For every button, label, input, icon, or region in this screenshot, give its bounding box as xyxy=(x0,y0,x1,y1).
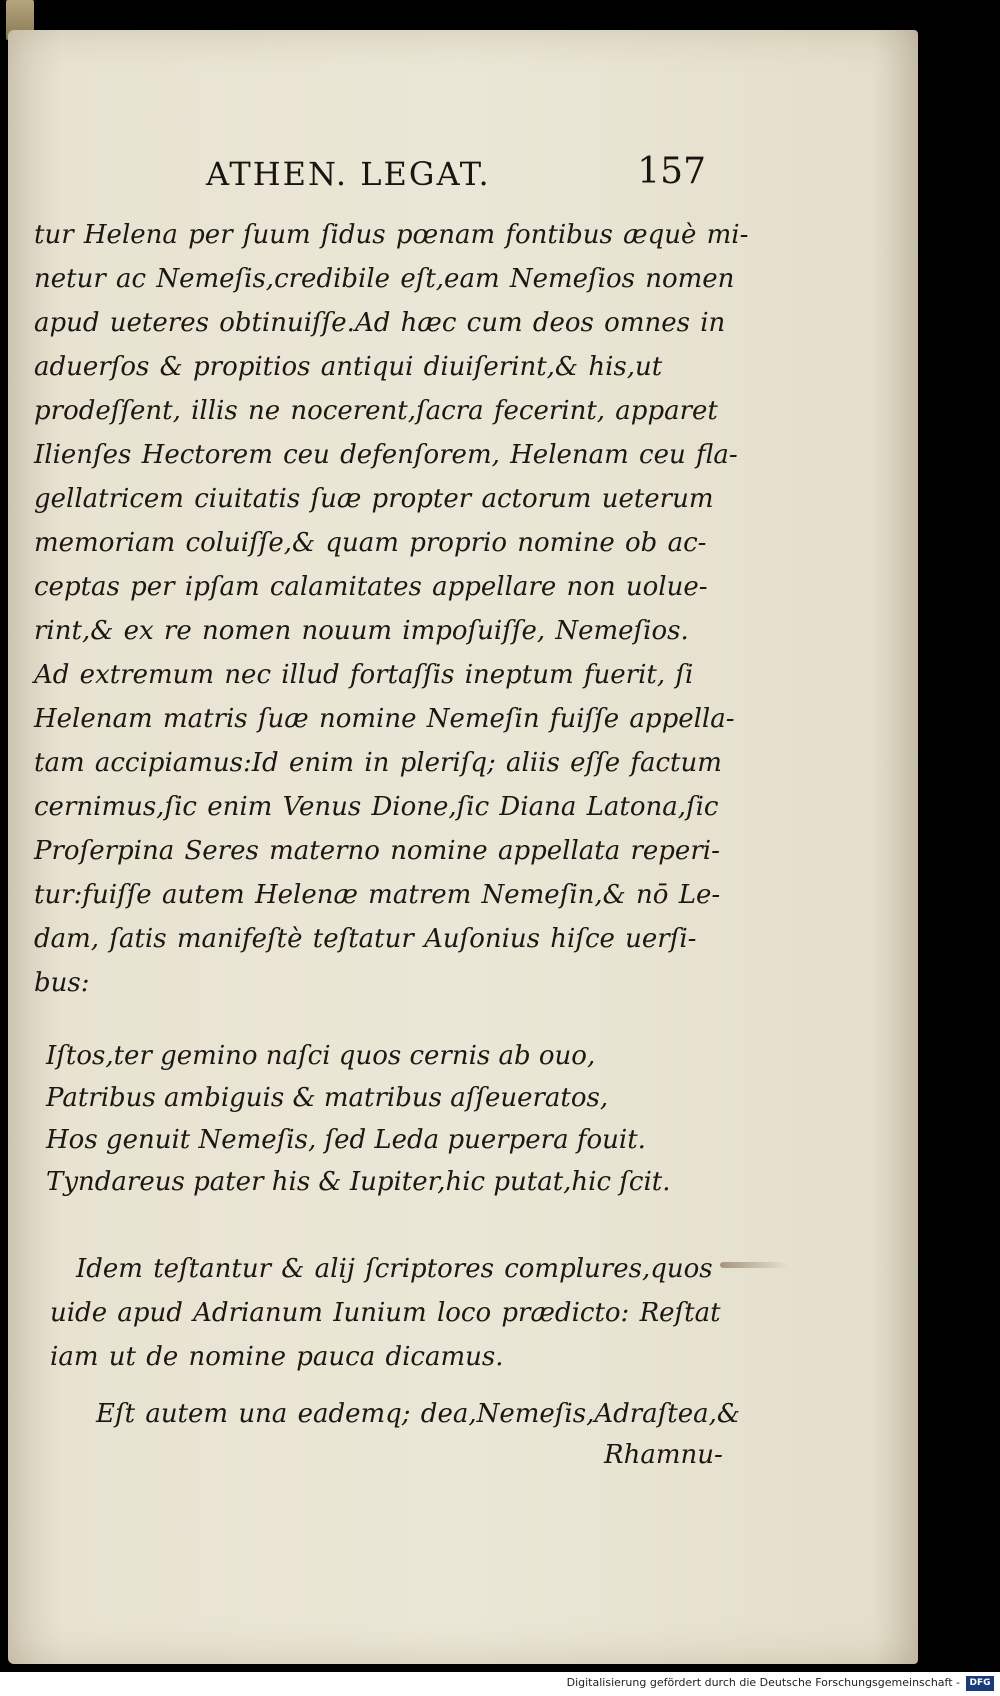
text-line: bus: xyxy=(34,968,90,998)
text-line: tur:fuiſſe autem Helenæ matrem Nemeſin,& nō Le- xyxy=(34,880,721,910)
book-page xyxy=(8,30,918,1664)
text-line: Helenam matris ſuæ nomine Nemeſin fuiſſe appella- xyxy=(34,704,735,734)
text-line: uide apud Adrianum Iunium loco prædicto: Reſtat xyxy=(50,1298,721,1328)
footer-bar xyxy=(0,1672,1000,1696)
text-line: netur ac Nemeſis,credibile eſt,eam Nemeſios nomen xyxy=(34,264,735,294)
paragraph-2 xyxy=(50,1247,730,1379)
text-line: gellatricem ciuitatis ſuæ propter actorum ueterum xyxy=(34,484,714,514)
running-head: ATHEN. LEGAT. xyxy=(206,155,491,193)
text-line: tam accipiamus:Id enim in pleriſq; aliis eſſe factum xyxy=(34,748,722,778)
text-line: Idem teſtantur & alij ſcriptores complures,quos xyxy=(76,1254,713,1284)
text-line: rint,& ex re nomen nouum impoſuiſſe, Nemeſios. xyxy=(34,616,689,646)
page-header xyxy=(206,145,706,205)
verse-line: Patribus ambiguis & matribus aſſeueratos, xyxy=(46,1083,609,1113)
text-line: Ad extremum nec illud fortaſſis ineptum fuerit, ſi xyxy=(34,660,694,690)
text-line: dam, ſatis manifeſtè teſtatur Auſonius hiſce uerſi- xyxy=(34,924,697,954)
text-line: iam ut de nomine pauca dicamus. xyxy=(50,1342,504,1372)
page-number: 157 xyxy=(637,151,706,192)
text-line: Eſt autem una eademq; dea,Nemeſis,Adraſtea,& xyxy=(96,1399,741,1429)
text-line: cernimus,ſic enim Venus Dione,ſic Diana Latona,ſic xyxy=(34,792,719,822)
funding-credit: Digitalisierung gefördert durch die Deutsche Forschungsgemeinschaft - xyxy=(566,1676,960,1689)
verse-line: Tyndareus pater his & Iupiter,hic putat,hic ſcit. xyxy=(46,1167,671,1197)
text-line: prodeſſent, illis ne nocerent,ſacra fecerint, apparet xyxy=(34,396,718,426)
dfg-logo: DFG xyxy=(966,1676,994,1691)
verse-line: Iſtos,ter gemino naſci quos cernis ab ouo, xyxy=(46,1041,596,1071)
text-line: apud ueteres obtinuiſſe.Ad hæc cum deos omnes in xyxy=(34,308,726,338)
paragraph-1 xyxy=(34,213,749,1005)
text-line: Proſerpina Seres materno nomine appellata reperi- xyxy=(34,836,720,866)
text-line: tur Helena per ſuum ſidus pœnam fontibus æquè mi- xyxy=(34,220,749,250)
catchword: Rhamnu- xyxy=(604,1440,723,1470)
text-line: ceptas per ipſam calamitates appellare non uolue- xyxy=(34,572,708,602)
ink-smudge xyxy=(720,1262,788,1268)
paragraph-3 xyxy=(96,1392,776,1436)
verse-line: Hos genuit Nemeſis, ſed Leda puerpera fouit. xyxy=(46,1125,646,1155)
text-line: aduerſos & propitios antiqui diuiſerint,& his,ut xyxy=(34,352,663,382)
verse-block xyxy=(46,1035,726,1203)
text-line: Ilienſes Hectorem ceu defenſorem, Helenam ceu fla- xyxy=(34,440,738,470)
text-line: memoriam coluiſſe,& quam proprio nomine ob ac- xyxy=(34,528,707,558)
